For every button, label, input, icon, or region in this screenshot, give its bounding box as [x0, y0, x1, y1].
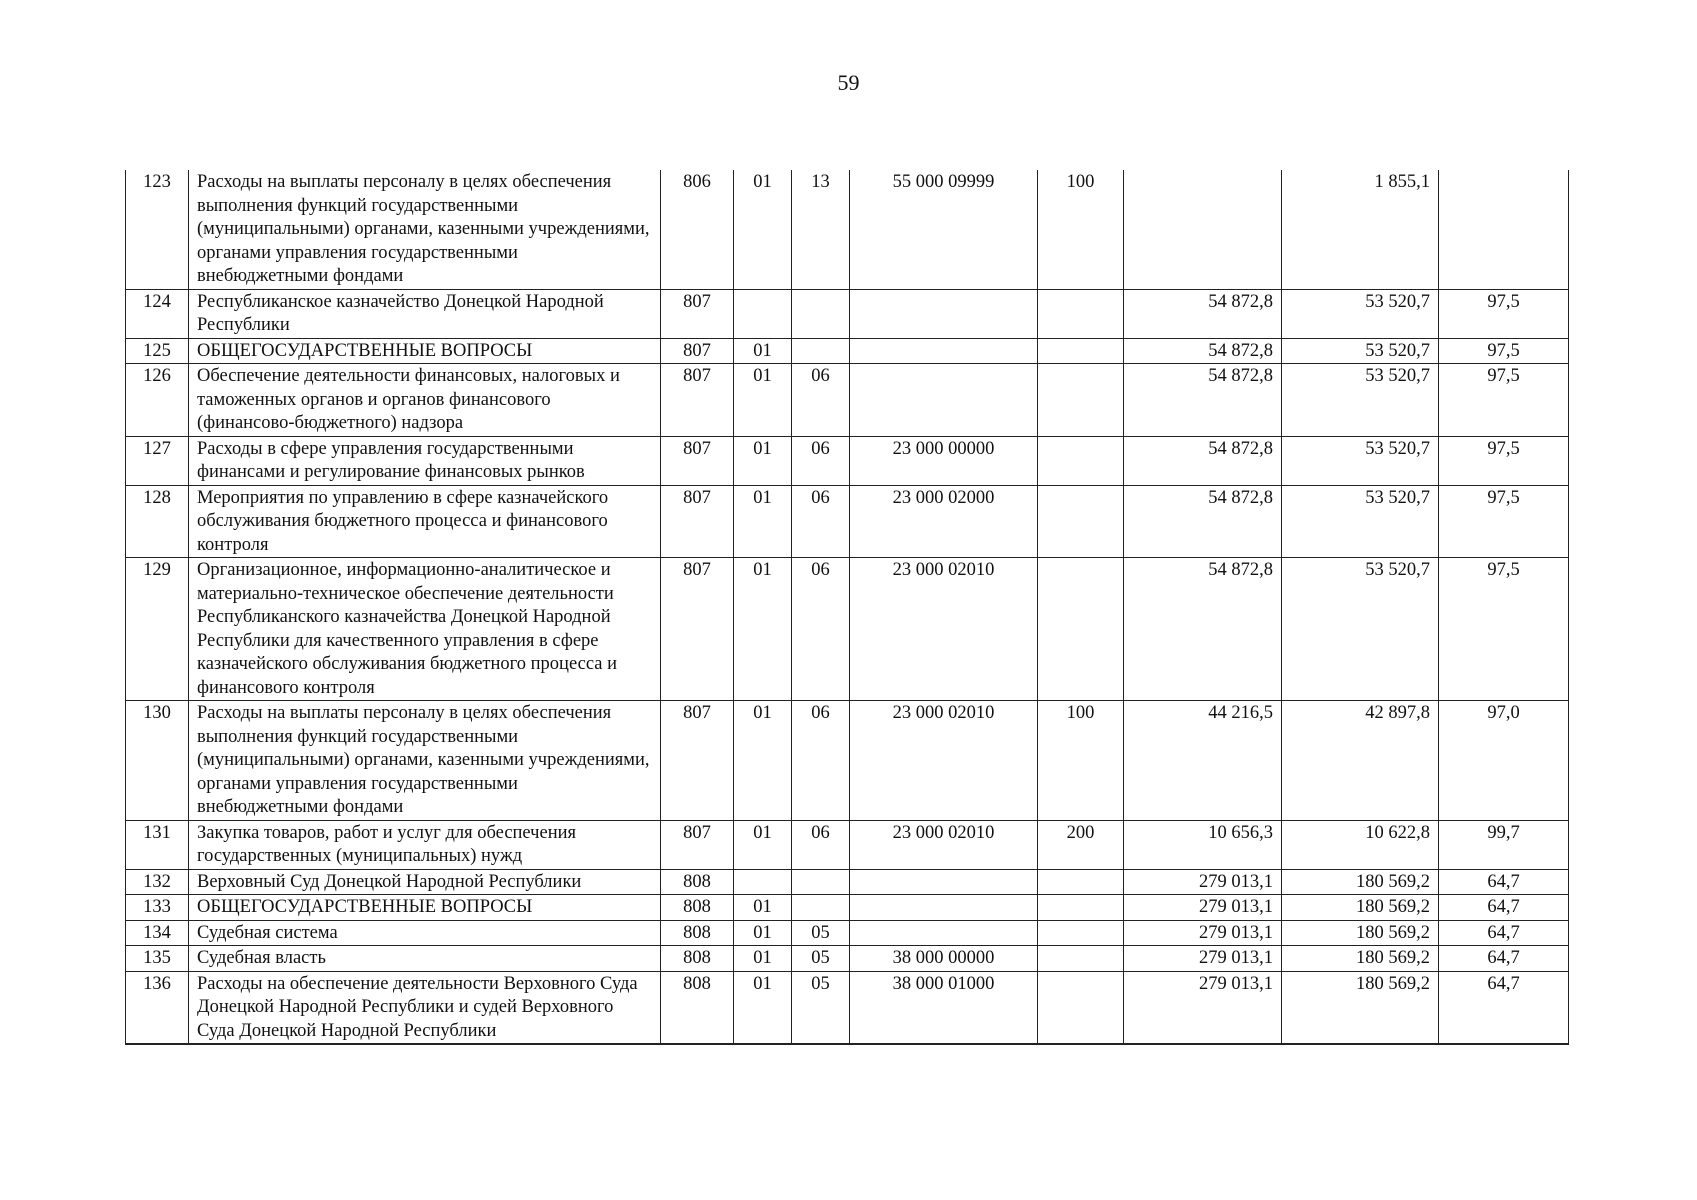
table-body — [126, 170, 1569, 1044]
admin-code-cell: 808 — [661, 946, 734, 972]
expense-type-cell — [1038, 920, 1124, 946]
subsection-code-cell: 06 — [792, 485, 850, 558]
target-article-cell: 23 000 02010 — [850, 558, 1038, 701]
subsection-code-cell — [792, 869, 850, 895]
table-row — [126, 971, 1569, 1044]
section-code-cell: 01 — [734, 920, 792, 946]
actual-amount-cell: 53 520,7 — [1282, 364, 1439, 437]
execution-percent-cell: 64,7 — [1439, 895, 1569, 921]
table-row — [126, 869, 1569, 895]
section-code-cell: 01 — [734, 971, 792, 1044]
target-article-cell — [850, 338, 1038, 364]
row-number-cell: 127 — [126, 436, 189, 485]
description-cell: Мероприятия по управлению в сфере казначейского обслуживания бюджетного процесса и финансового контроля — [189, 485, 661, 558]
admin-code-cell: 807 — [661, 701, 734, 821]
description-cell: ОБЩЕГОСУДАРСТВЕННЫЕ ВОПРОСЫ — [189, 338, 661, 364]
description-cell: Верховный Суд Донецкой Народной Республики — [189, 869, 661, 895]
section-code-cell: 01 — [734, 338, 792, 364]
expense-type-cell — [1038, 436, 1124, 485]
target-article-cell — [850, 920, 1038, 946]
admin-code-cell: 808 — [661, 920, 734, 946]
table-row — [126, 485, 1569, 558]
target-article-cell: 23 000 02000 — [850, 485, 1038, 558]
admin-code-cell: 807 — [661, 558, 734, 701]
actual-amount-cell: 1 855,1 — [1282, 170, 1439, 289]
target-article-cell — [850, 895, 1038, 921]
planned-amount-cell: 54 872,8 — [1124, 338, 1282, 364]
section-code-cell: 01 — [734, 364, 792, 437]
actual-amount-cell: 180 569,2 — [1282, 946, 1439, 972]
admin-code-cell: 806 — [661, 170, 734, 289]
actual-amount-cell: 53 520,7 — [1282, 436, 1439, 485]
execution-percent-cell — [1439, 170, 1569, 289]
row-number-cell: 128 — [126, 485, 189, 558]
actual-amount-cell: 53 520,7 — [1282, 289, 1439, 338]
budget-table — [125, 170, 1569, 1045]
expense-type-cell — [1038, 946, 1124, 972]
table-row — [126, 338, 1569, 364]
planned-amount-cell: 279 013,1 — [1124, 946, 1282, 972]
admin-code-cell: 808 — [661, 971, 734, 1044]
subsection-code-cell: 06 — [792, 820, 850, 869]
actual-amount-cell: 53 520,7 — [1282, 485, 1439, 558]
target-article-cell — [850, 289, 1038, 338]
row-number-cell: 136 — [126, 971, 189, 1044]
admin-code-cell: 807 — [661, 289, 734, 338]
expense-type-cell: 100 — [1038, 701, 1124, 821]
subsection-code-cell: 05 — [792, 946, 850, 972]
execution-percent-cell: 64,7 — [1439, 920, 1569, 946]
admin-code-cell: 807 — [661, 820, 734, 869]
description-cell: Расходы на обеспечение деятельности Верховного Суда Донецкой Народной Республики и судей Верховного Суда Донецкой Народной Республики — [189, 971, 661, 1044]
execution-percent-cell: 99,7 — [1439, 820, 1569, 869]
execution-percent-cell: 97,5 — [1439, 485, 1569, 558]
subsection-code-cell: 06 — [792, 701, 850, 821]
expense-type-cell: 200 — [1038, 820, 1124, 869]
section-code-cell: 01 — [734, 820, 792, 869]
row-number-cell: 126 — [126, 364, 189, 437]
expense-type-cell — [1038, 485, 1124, 558]
actual-amount-cell: 180 569,2 — [1282, 971, 1439, 1044]
section-code-cell: 01 — [734, 895, 792, 921]
table-row — [126, 895, 1569, 921]
description-cell: Организационное, информационно-аналитическое и материально-техническое обеспечение деятельности Республиканского казначейства Донецкой Народной Республики для качественного управления в сфере казначейского обслуживания бюджетного процесса и финансового контроля — [189, 558, 661, 701]
admin-code-cell: 807 — [661, 338, 734, 364]
expense-type-cell — [1038, 338, 1124, 364]
description-cell: Республиканское казначейство Донецкой Народной Республики — [189, 289, 661, 338]
table-row — [126, 289, 1569, 338]
subsection-code-cell: 13 — [792, 170, 850, 289]
row-number-cell: 133 — [126, 895, 189, 921]
admin-code-cell: 807 — [661, 364, 734, 437]
actual-amount-cell: 42 897,8 — [1282, 701, 1439, 821]
section-code-cell: 01 — [734, 946, 792, 972]
table-row — [126, 364, 1569, 437]
section-code-cell: 01 — [734, 485, 792, 558]
row-number-cell: 123 — [126, 170, 189, 289]
section-code-cell: 01 — [734, 558, 792, 701]
description-cell: Судебная власть — [189, 946, 661, 972]
admin-code-cell: 807 — [661, 485, 734, 558]
subsection-code-cell — [792, 289, 850, 338]
execution-percent-cell: 97,5 — [1439, 436, 1569, 485]
actual-amount-cell: 180 569,2 — [1282, 920, 1439, 946]
planned-amount-cell: 54 872,8 — [1124, 436, 1282, 485]
actual-amount-cell: 53 520,7 — [1282, 558, 1439, 701]
table-row — [126, 558, 1569, 701]
execution-percent-cell: 97,5 — [1439, 364, 1569, 437]
actual-amount-cell: 180 569,2 — [1282, 895, 1439, 921]
table-row — [126, 170, 1569, 289]
expense-type-cell — [1038, 869, 1124, 895]
description-cell: Расходы в сфере управления государственными финансами и регулирование финансовых рынков — [189, 436, 661, 485]
row-number-cell: 125 — [126, 338, 189, 364]
execution-percent-cell: 97,5 — [1439, 338, 1569, 364]
expense-type-cell — [1038, 289, 1124, 338]
execution-percent-cell: 64,7 — [1439, 869, 1569, 895]
subsection-code-cell: 05 — [792, 971, 850, 1044]
description-cell: Обеспечение деятельности финансовых, налоговых и таможенных органов и органов финансового (финансово-бюджетного) надзора — [189, 364, 661, 437]
planned-amount-cell: 54 872,8 — [1124, 364, 1282, 437]
row-number-cell: 135 — [126, 946, 189, 972]
target-article-cell: 23 000 02010 — [850, 820, 1038, 869]
table-row — [126, 946, 1569, 972]
description-cell: Расходы на выплаты персоналу в целях обеспечения выполнения функций государственными (муниципальными) органами, казенными учреждениями, органами управления государственными внебюджетными фондами — [189, 701, 661, 821]
table-row — [126, 920, 1569, 946]
planned-amount-cell: 279 013,1 — [1124, 895, 1282, 921]
target-article-cell — [850, 364, 1038, 437]
planned-amount-cell: 54 872,8 — [1124, 558, 1282, 701]
actual-amount-cell: 180 569,2 — [1282, 869, 1439, 895]
row-number-cell: 129 — [126, 558, 189, 701]
table-row — [126, 820, 1569, 869]
admin-code-cell: 808 — [661, 869, 734, 895]
target-article-cell: 38 000 01000 — [850, 971, 1038, 1044]
page-number: 59 — [837, 70, 860, 95]
execution-percent-cell: 97,0 — [1439, 701, 1569, 821]
target-article-cell: 38 000 00000 — [850, 946, 1038, 972]
expense-type-cell — [1038, 558, 1124, 701]
row-number-cell: 130 — [126, 701, 189, 821]
planned-amount-cell: 44 216,5 — [1124, 701, 1282, 821]
subsection-code-cell: 06 — [792, 558, 850, 701]
description-cell: Расходы на выплаты персоналу в целях обеспечения выполнения функций государственными (муниципальными) органами, казенными учреждениями, органами управления государственными внебюджетными фондами — [189, 170, 661, 289]
row-number-cell: 124 — [126, 289, 189, 338]
target-article-cell: 23 000 02010 — [850, 701, 1038, 821]
section-code-cell — [734, 289, 792, 338]
expense-type-cell — [1038, 971, 1124, 1044]
table-row — [126, 436, 1569, 485]
planned-amount-cell: 279 013,1 — [1124, 869, 1282, 895]
actual-amount-cell: 53 520,7 — [1282, 338, 1439, 364]
description-cell: ОБЩЕГОСУДАРСТВЕННЫЕ ВОПРОСЫ — [189, 895, 661, 921]
execution-percent-cell: 97,5 — [1439, 289, 1569, 338]
target-article-cell: 23 000 00000 — [850, 436, 1038, 485]
section-code-cell: 01 — [734, 701, 792, 821]
row-number-cell: 132 — [126, 869, 189, 895]
expense-type-cell: 100 — [1038, 170, 1124, 289]
planned-amount-cell: 279 013,1 — [1124, 920, 1282, 946]
expense-type-cell — [1038, 895, 1124, 921]
planned-amount-cell: 279 013,1 — [1124, 971, 1282, 1044]
planned-amount-cell — [1124, 170, 1282, 289]
expense-type-cell — [1038, 364, 1124, 437]
subsection-code-cell — [792, 895, 850, 921]
planned-amount-cell: 10 656,3 — [1124, 820, 1282, 869]
subsection-code-cell: 06 — [792, 364, 850, 437]
table-row — [126, 701, 1569, 821]
planned-amount-cell: 54 872,8 — [1124, 485, 1282, 558]
description-cell: Закупка товаров, работ и услуг для обеспечения государственных (муниципальных) нужд — [189, 820, 661, 869]
execution-percent-cell: 64,7 — [1439, 946, 1569, 972]
subsection-code-cell: 05 — [792, 920, 850, 946]
planned-amount-cell: 54 872,8 — [1124, 289, 1282, 338]
section-code-cell — [734, 869, 792, 895]
row-number-cell: 134 — [126, 920, 189, 946]
subsection-code-cell — [792, 338, 850, 364]
execution-percent-cell: 64,7 — [1439, 971, 1569, 1044]
target-article-cell — [850, 869, 1038, 895]
admin-code-cell: 808 — [661, 895, 734, 921]
actual-amount-cell: 10 622,8 — [1282, 820, 1439, 869]
admin-code-cell: 807 — [661, 436, 734, 485]
target-article-cell: 55 000 09999 — [850, 170, 1038, 289]
section-code-cell: 01 — [734, 436, 792, 485]
row-number-cell: 131 — [126, 820, 189, 869]
description-cell: Судебная система — [189, 920, 661, 946]
execution-percent-cell: 97,5 — [1439, 558, 1569, 701]
subsection-code-cell: 06 — [792, 436, 850, 485]
section-code-cell: 01 — [734, 170, 792, 289]
